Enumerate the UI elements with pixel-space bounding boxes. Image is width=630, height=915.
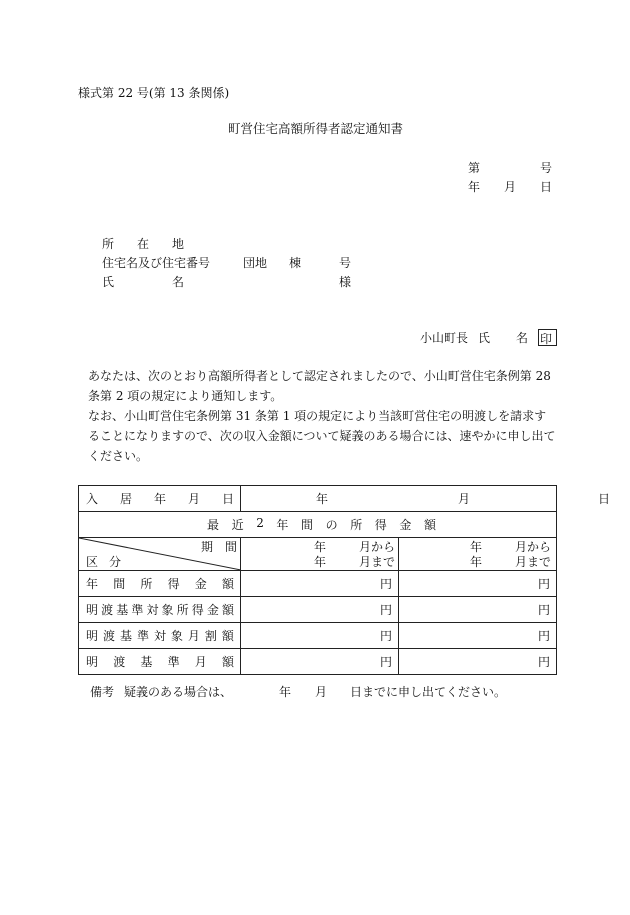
sama-label: 様 (339, 275, 352, 289)
period-label-1: 期 (201, 540, 214, 554)
move-in-year: 年 (316, 491, 329, 506)
row-label-char: 間 (113, 577, 126, 591)
amount-cell[interactable]: 円 (399, 597, 557, 623)
header-char: 得 (374, 518, 387, 532)
diagonal-line (79, 538, 241, 570)
row-label-char: 渡 (101, 603, 114, 617)
row-label-char: 基 (119, 629, 132, 643)
amount-cell[interactable]: 円 (241, 571, 399, 597)
date-year: 年 (468, 180, 481, 194)
row-label-eviction-monthly (79, 623, 241, 649)
header-char: 間 (301, 518, 314, 532)
form-number-label: 様式第 22 号(第 13 条関係) (78, 86, 230, 100)
move-in-month: 月 (458, 491, 471, 506)
sender-title: 小山町長 (420, 331, 469, 345)
row-label-eviction-income (79, 597, 241, 623)
location-char-1: 所 (102, 237, 115, 251)
amount-cell[interactable]: 円 (399, 623, 557, 649)
period-category-cell (79, 538, 241, 571)
seal-box (538, 329, 557, 346)
number-go: 号 (540, 161, 553, 175)
income-table (78, 485, 611, 675)
row-label-char: 額 (221, 603, 234, 617)
move-in-label-char: 月 (187, 492, 200, 506)
move-in-day: 日 (598, 491, 611, 506)
table-row (79, 571, 557, 597)
paragraph-request (88, 406, 558, 466)
amount-cell[interactable]: 円 (241, 623, 399, 649)
housing-danchi: 団地 (243, 256, 268, 270)
header-char: 最 (207, 518, 220, 532)
table-row (79, 649, 557, 675)
header-char: 所 (350, 518, 363, 532)
period-2-to-month: 月まで (515, 555, 552, 569)
date-day: 日 (540, 180, 553, 194)
housing-label: 住宅名及び住宅番号 (102, 256, 211, 270)
row-label-char: 割 (204, 629, 217, 643)
income-header (79, 512, 557, 538)
row-label-char: 月 (194, 655, 207, 669)
paragraph-2-text: なお、小山町営住宅条例第 31 条第 1 項の規定により当該町営住宅の明渡しを請求することになりますので、次の収入金額について疑義のある場合には、速やかに申し出てください。 (88, 409, 556, 463)
period-label-2: 間 (225, 540, 238, 554)
category-label-1: 区 (86, 555, 99, 569)
amount-cell[interactable]: 円 (241, 649, 399, 675)
header-char: 年 (276, 518, 289, 532)
housing-go: 号 (339, 256, 352, 270)
note-year: 年 (279, 685, 292, 699)
date-month: 月 (504, 180, 517, 194)
row-label-char: 得 (167, 577, 180, 591)
category-label-2: 分 (109, 555, 122, 569)
amount-cell[interactable]: 円 (399, 571, 557, 597)
move-in-label-char: 日 (221, 492, 234, 506)
row-label-char: 渡 (102, 629, 115, 643)
amount-cell[interactable]: 円 (241, 597, 399, 623)
name-char-2: 名 (172, 275, 185, 289)
row-label-char: 額 (221, 577, 234, 591)
paragraph-1-text: あなたは、次のとおり高額所得者として認定されましたので、小山町営住宅条例第 28 条第 2 項の規定により通知します。 (88, 369, 551, 403)
period-row (79, 538, 557, 571)
move-in-row (79, 486, 557, 512)
row-label-char: 額 (221, 629, 234, 643)
row-label-eviction-standard (79, 649, 241, 675)
period-2-to-year: 年 (470, 555, 483, 569)
move-in-label (79, 486, 241, 512)
period-1-from-month: 月から (359, 540, 396, 554)
note-text-2: 日までに申し出てください。 (350, 685, 507, 699)
housing-mune: 棟 (289, 256, 302, 270)
name-char-1: 氏 (102, 275, 115, 289)
period-2-from-year: 年 (470, 540, 483, 554)
row-label-char: 対 (146, 603, 159, 617)
row-label-char: 象 (161, 603, 174, 617)
row-label-char: 基 (116, 603, 129, 617)
row-label-char: 金 (206, 603, 219, 617)
sender-mei: 名 (516, 331, 529, 345)
row-label-char: 準 (131, 603, 144, 617)
sender-shi: 氏 (478, 331, 491, 345)
row-label-char: 金 (194, 577, 207, 591)
row-label-char: 月 (187, 629, 200, 643)
row-label-char: 象 (170, 629, 183, 643)
number-dai: 第 (468, 161, 481, 175)
header-char: 近 (231, 518, 244, 532)
note-month: 月 (315, 685, 328, 699)
document-title: 町営住宅高額所得者認定通知書 (228, 121, 404, 136)
row-label-char: 所 (176, 603, 189, 617)
location-char-2: 在 (137, 237, 150, 251)
header-char: 金 (399, 518, 412, 532)
period-1-to-month: 月まで (359, 555, 396, 569)
row-label-char: 明 (86, 655, 99, 669)
header-char: 額 (423, 518, 436, 532)
row-label-char: 額 (221, 655, 234, 669)
location-char-3: 地 (172, 237, 185, 251)
header-char: の (325, 518, 338, 532)
row-label-char: 準 (136, 629, 149, 643)
row-label-char: 明 (86, 629, 99, 643)
period-col-1[interactable] (241, 538, 399, 571)
paragraph-notice (88, 366, 558, 406)
move-in-label-char: 年 (153, 492, 166, 506)
period-1-to-year: 年 (314, 555, 327, 569)
header-row (79, 512, 557, 538)
move-in-date-field[interactable] (241, 486, 611, 512)
row-label-char: 明 (86, 603, 99, 617)
move-in-label-char: 居 (119, 492, 132, 506)
note-prefix: 備考 (90, 685, 115, 699)
row-label-char: 得 (191, 603, 204, 617)
header-char: 2 (256, 516, 264, 530)
row-label-annual-income (79, 571, 241, 597)
period-col-2[interactable] (399, 538, 557, 571)
period-1-from-year: 年 (314, 540, 327, 554)
seal-char: 印 (540, 332, 553, 346)
table-row (79, 597, 557, 623)
row-label-char: 所 (140, 577, 153, 591)
row-label-char: 基 (140, 655, 153, 669)
move-in-label-char: 入 (86, 492, 99, 506)
table-row (79, 623, 557, 649)
row-label-char: 準 (167, 655, 180, 669)
amount-cell[interactable]: 円 (399, 649, 557, 675)
row-label-char: 渡 (113, 655, 126, 669)
note-text-1: 疑義のある場合は、 (124, 685, 233, 699)
period-2-from-month: 月から (515, 540, 552, 554)
row-label-char: 年 (86, 577, 99, 591)
row-label-char: 対 (153, 629, 166, 643)
